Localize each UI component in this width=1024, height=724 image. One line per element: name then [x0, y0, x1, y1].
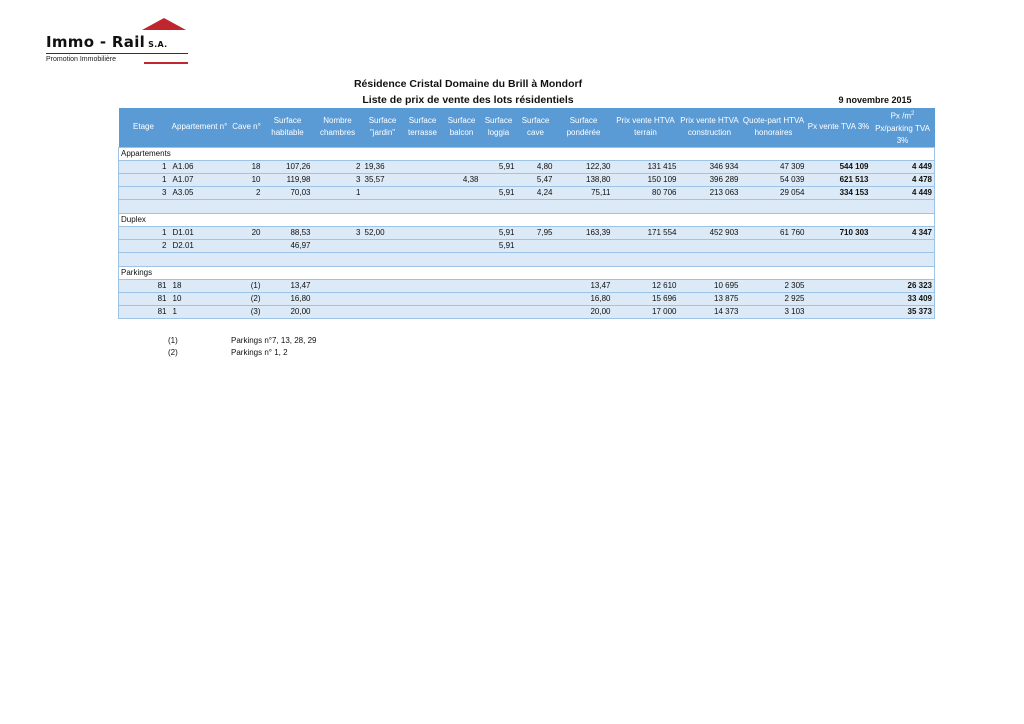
- cell-surf_hab: 107,26: [263, 160, 313, 173]
- price-table: [118, 108, 935, 319]
- cell-surf_cave: [517, 279, 555, 292]
- cell-surf_hab: 70,03: [263, 186, 313, 199]
- cell-surf_cave: 7,95: [517, 226, 555, 239]
- cell-balcon: [443, 160, 481, 173]
- cell-appart: 10: [169, 292, 231, 305]
- col-loggia: Surface loggia: [481, 108, 517, 147]
- cell-tva: 544 109: [807, 160, 871, 173]
- cell-surf_cave: 5,47: [517, 173, 555, 186]
- cell-terrasse: [403, 305, 443, 318]
- footnote-text: Parkings n° 1, 2: [231, 348, 288, 357]
- cell-honoraires: 2 925: [741, 292, 807, 305]
- table-row: [119, 305, 935, 318]
- col-chambres: Nombre chambres: [313, 108, 363, 147]
- cell-surf_cave: [517, 292, 555, 305]
- cell-terrain: 17 000: [613, 305, 679, 318]
- cell-construction: 452 903: [679, 226, 741, 239]
- cell-terrain: 131 415: [613, 160, 679, 173]
- cell-ponderee: 13,47: [555, 279, 613, 292]
- section-header-row: [119, 266, 935, 279]
- cell-appart: D2.01: [169, 239, 231, 252]
- section-header-row: [119, 147, 935, 160]
- cell-honoraires: [741, 239, 807, 252]
- cell-etage: 81: [119, 305, 169, 318]
- spacer-cell: [119, 199, 935, 213]
- cell-loggia: 5,91: [481, 226, 517, 239]
- document-title: Résidence Cristal Domaine du Brill à Mondorf: [353, 78, 583, 90]
- table-row: [119, 292, 935, 305]
- cell-appart: A1.06: [169, 160, 231, 173]
- cell-jardin: 19,36: [363, 160, 403, 173]
- col-appartement: Appartement n°: [169, 108, 231, 147]
- cell-tva: 621 513: [807, 173, 871, 186]
- cell-honoraires: 3 103: [741, 305, 807, 318]
- cell-construction: 396 289: [679, 173, 741, 186]
- cell-surf_hab: 46,97: [263, 239, 313, 252]
- cell-appart: D1.01: [169, 226, 231, 239]
- cell-loggia: 5,91: [481, 239, 517, 252]
- cell-balcon: [443, 305, 481, 318]
- cell-honoraires: 47 309: [741, 160, 807, 173]
- cell-terrain: 12 610: [613, 279, 679, 292]
- col-cave: Cave n°: [231, 108, 263, 147]
- cell-appart: A3.05: [169, 186, 231, 199]
- cell-cave: (2): [231, 292, 263, 305]
- cell-terrain: 150 109: [613, 173, 679, 186]
- col-terrasse: Surface terrasse: [403, 108, 443, 147]
- cell-balcon: [443, 226, 481, 239]
- cell-jardin: [363, 305, 403, 318]
- table-row: [119, 279, 935, 292]
- col-px-tva: Px vente TVA 3%: [807, 108, 871, 147]
- footnote-key: (2): [168, 348, 178, 357]
- cell-terrain: [613, 239, 679, 252]
- cell-balcon: [443, 239, 481, 252]
- cell-loggia: [481, 173, 517, 186]
- cell-cave: 18: [231, 160, 263, 173]
- section-label: Appartements: [119, 147, 935, 160]
- spacer-row: [119, 199, 935, 213]
- cell-balcon: [443, 292, 481, 305]
- cell-construction: 346 934: [679, 160, 741, 173]
- cell-appart: 18: [169, 279, 231, 292]
- cell-cave: 2: [231, 186, 263, 199]
- cell-terrain: 15 696: [613, 292, 679, 305]
- cell-pxm2: 4 347: [871, 226, 935, 239]
- col-honoraires: Quote-part HTVA honoraires: [741, 108, 807, 147]
- cell-pxm2: 4 478: [871, 173, 935, 186]
- cell-balcon: 4,38: [443, 173, 481, 186]
- cell-tva: [807, 279, 871, 292]
- cell-tva: 710 303: [807, 226, 871, 239]
- cell-chambres: [313, 292, 363, 305]
- cell-ponderee: 138,80: [555, 173, 613, 186]
- cell-construction: 213 063: [679, 186, 741, 199]
- section-header-row: [119, 213, 935, 226]
- cell-balcon: [443, 186, 481, 199]
- cell-tva: 334 153: [807, 186, 871, 199]
- cell-pxm2: 35 373: [871, 305, 935, 318]
- cell-pxm2: 26 323: [871, 279, 935, 292]
- table-row: [119, 160, 935, 173]
- cell-construction: 10 695: [679, 279, 741, 292]
- cell-tva: [807, 305, 871, 318]
- cell-appart: A1.07: [169, 173, 231, 186]
- col-ponderee: Surface pondérée: [555, 108, 613, 147]
- cell-terrasse: [403, 160, 443, 173]
- cell-surf_hab: 88,53: [263, 226, 313, 239]
- cell-loggia: 5,91: [481, 186, 517, 199]
- cell-loggia: [481, 292, 517, 305]
- cell-ponderee: 75,11: [555, 186, 613, 199]
- col-balcon: Surface balcon: [443, 108, 481, 147]
- cell-jardin: 35,57: [363, 173, 403, 186]
- cell-etage: 81: [119, 292, 169, 305]
- cell-construction: 13 875: [679, 292, 741, 305]
- logo-accent-line: [144, 62, 188, 64]
- cell-appart: 1: [169, 305, 231, 318]
- cell-cave: [231, 239, 263, 252]
- cell-honoraires: 29 054: [741, 186, 807, 199]
- cell-loggia: [481, 305, 517, 318]
- cell-cave: (1): [231, 279, 263, 292]
- cell-etage: 1: [119, 160, 169, 173]
- col-jardin: Surface "jardin": [363, 108, 403, 147]
- cell-terrasse: [403, 239, 443, 252]
- cell-honoraires: 54 039: [741, 173, 807, 186]
- document-date: 9 novembre 2015: [838, 95, 912, 105]
- cell-etage: 3: [119, 186, 169, 199]
- section-label: Parkings: [119, 266, 935, 279]
- cell-cave: (3): [231, 305, 263, 318]
- company-logo: [46, 18, 191, 66]
- cell-loggia: [481, 279, 517, 292]
- cell-etage: 81: [119, 279, 169, 292]
- cell-terrasse: [403, 279, 443, 292]
- cell-honoraires: 61 760: [741, 226, 807, 239]
- cell-chambres: 1: [313, 186, 363, 199]
- footnote-text: Parkings n°7, 13, 28, 29: [231, 336, 317, 345]
- cell-surf_cave: 4,24: [517, 186, 555, 199]
- cell-chambres: [313, 305, 363, 318]
- cell-pxm2: 4 449: [871, 186, 935, 199]
- footnote-key: (1): [168, 336, 178, 345]
- table-row: [119, 173, 935, 186]
- cell-surf_cave: [517, 239, 555, 252]
- cell-surf_cave: 4,80: [517, 160, 555, 173]
- cell-terrasse: [403, 292, 443, 305]
- col-surface-cave: Surface cave: [517, 108, 555, 147]
- col-surface-habitable: Surface habitable: [263, 108, 313, 147]
- logo-divider: [46, 53, 188, 54]
- spacer-row: [119, 252, 935, 266]
- logo-roof-icon: [142, 18, 186, 30]
- cell-ponderee: 16,80: [555, 292, 613, 305]
- cell-surf_hab: 20,00: [263, 305, 313, 318]
- cell-surf_cave: [517, 305, 555, 318]
- cell-honoraires: 2 305: [741, 279, 807, 292]
- cell-surf_hab: 119,98: [263, 173, 313, 186]
- cell-ponderee: 163,39: [555, 226, 613, 239]
- cell-surf_hab: 16,80: [263, 292, 313, 305]
- cell-chambres: 3: [313, 226, 363, 239]
- cell-terrasse: [403, 226, 443, 239]
- cell-balcon: [443, 279, 481, 292]
- spacer-cell: [119, 252, 935, 266]
- cell-etage: 2: [119, 239, 169, 252]
- cell-tva: [807, 292, 871, 305]
- cell-jardin: 52,00: [363, 226, 403, 239]
- logo-name: Immo - Rail S.A.: [46, 33, 168, 51]
- cell-tva: [807, 239, 871, 252]
- cell-cave: 10: [231, 173, 263, 186]
- cell-terrasse: [403, 173, 443, 186]
- cell-chambres: [313, 239, 363, 252]
- table-header-row: [119, 108, 935, 147]
- cell-ponderee: 20,00: [555, 305, 613, 318]
- cell-ponderee: [555, 239, 613, 252]
- cell-pxm2: [871, 239, 935, 252]
- col-terrain: Prix vente HTVA terrain: [613, 108, 679, 147]
- col-construction: Prix vente HTVA construction: [679, 108, 741, 147]
- cell-terrain: 171 554: [613, 226, 679, 239]
- cell-construction: 14 373: [679, 305, 741, 318]
- cell-chambres: 2: [313, 160, 363, 173]
- cell-construction: [679, 239, 741, 252]
- cell-terrasse: [403, 186, 443, 199]
- cell-jardin: [363, 292, 403, 305]
- cell-terrain: 80 706: [613, 186, 679, 199]
- cell-pxm2: 33 409: [871, 292, 935, 305]
- cell-etage: 1: [119, 173, 169, 186]
- section-label: Duplex: [119, 213, 935, 226]
- cell-surf_hab: 13,47: [263, 279, 313, 292]
- col-etage: Etage: [119, 108, 169, 147]
- document-subtitle: Liste de prix de vente des lots résidentiels: [362, 94, 574, 106]
- logo-tagline: Promotion Immobilière: [46, 56, 117, 63]
- col-px-m2: Px $/m^2$ Px/parking TVA 3%: [871, 108, 935, 147]
- cell-jardin: [363, 239, 403, 252]
- cell-etage: 1: [119, 226, 169, 239]
- cell-chambres: [313, 279, 363, 292]
- cell-jardin: [363, 186, 403, 199]
- table-row: [119, 186, 935, 199]
- cell-chambres: 3: [313, 173, 363, 186]
- cell-pxm2: 4 449: [871, 160, 935, 173]
- cell-jardin: [363, 279, 403, 292]
- table-row: [119, 239, 935, 252]
- cell-ponderee: 122,30: [555, 160, 613, 173]
- cell-cave: 20: [231, 226, 263, 239]
- table-row: [119, 226, 935, 239]
- cell-loggia: 5,91: [481, 160, 517, 173]
